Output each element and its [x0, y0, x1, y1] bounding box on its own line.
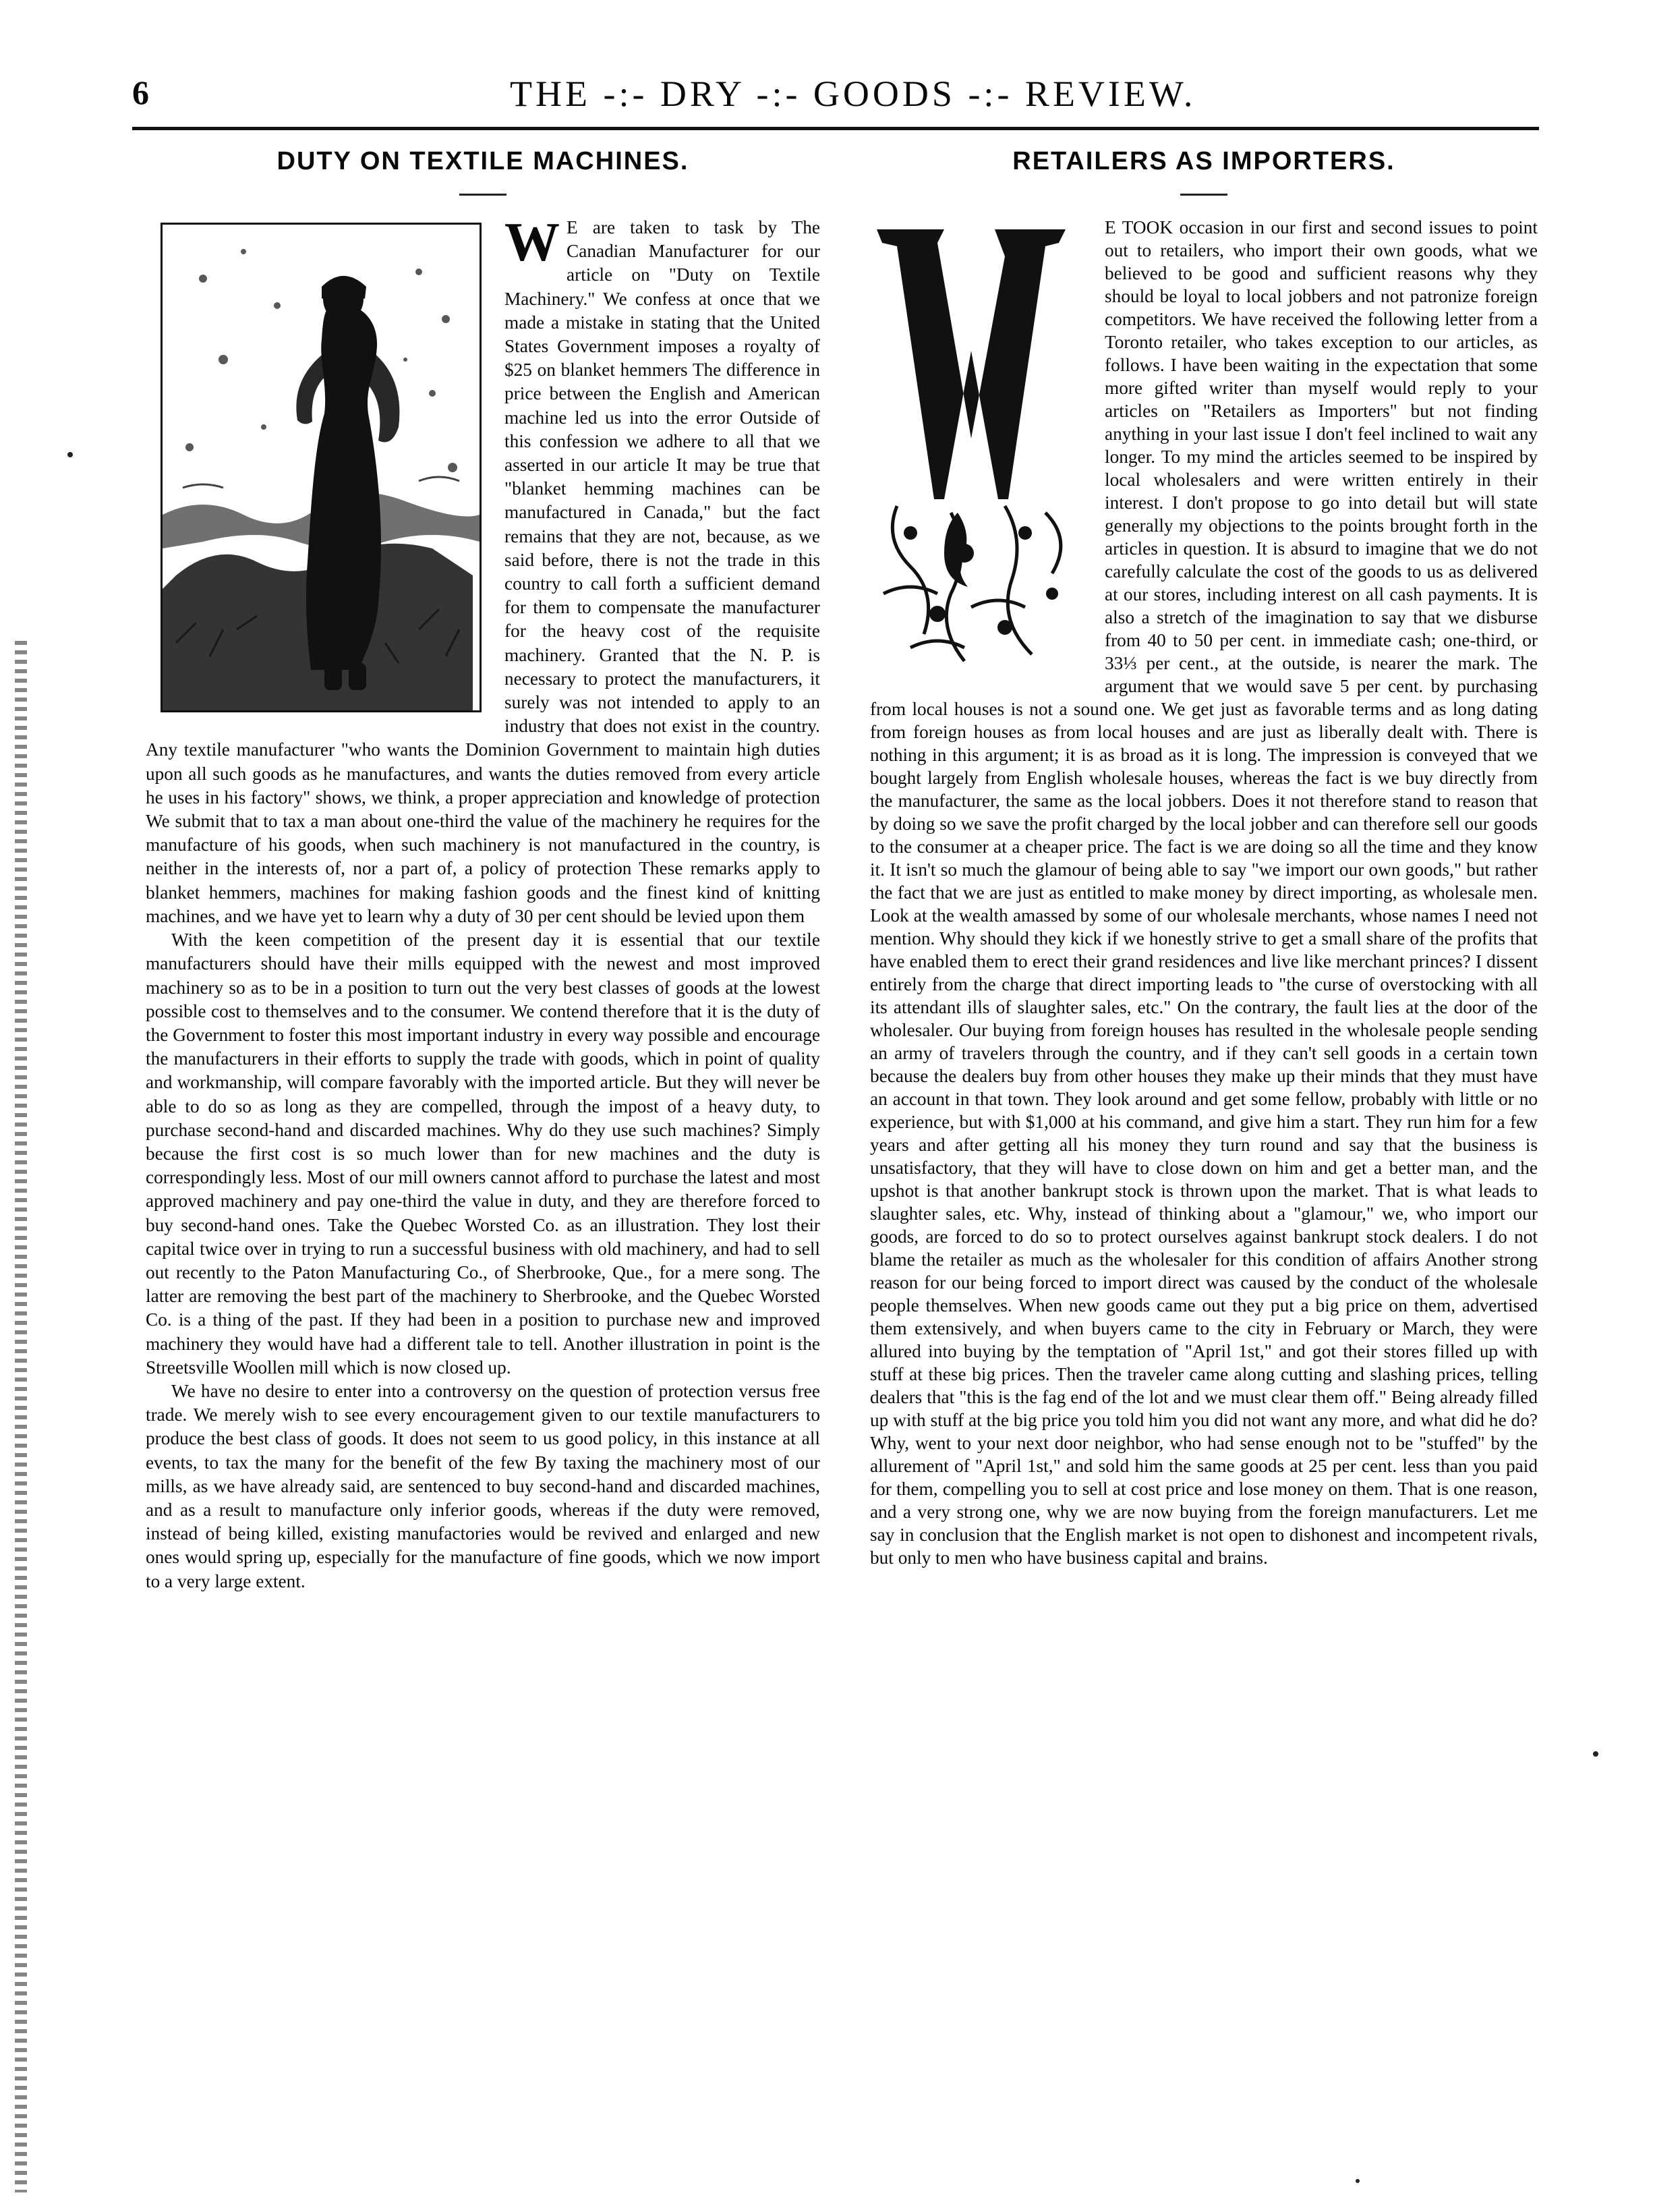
left-paragraph-1: E are taken to task by The Canadian Manufacturer for our article on "Duty on Textile Machinery." We confess at once that we made a mistake in stating that the United States Government imposes a royalty of $25 on blanket hemmers The difference in price between the English and American machine led us into the error Outside of this confession we adhere to all that we asserted in our article It may be true that "blanket hemming machines can be manufactured in Canada," but the fact remains that they are not, because, as we said before, there is not the trade in this country to call forth a sufficient demand for them to compensate the manufacturer for the heavy cost of the requisite machinery. Granted that the N. P. is necessary to protect the manufacturers, it surely was not intended to apply to an industry that does not exist in the country. Any textile manufacturer "who wants the Dominion Government to maintain high duties upon all such goods as he manufactures, and wants the duties removed from every article he uses in his factory" shows, we think, a proper appreciation and knowledge of protection We submit that to tax a man about one-third the value of the machinery he requires for the manufacture of his goods, when such machinery is not manufactured in the country, is neither in the interests of, nor a part of, a policy of protection These remarks apply to blanket hemmers, machines for making fashion goods and the finest kind of knitting machines, and we have yet to learn why a duty of 30 per cent should be levied upon them	[146, 217, 820, 926]
title-divider	[1180, 194, 1227, 196]
page-number: 6	[132, 74, 149, 111]
right-article-title: RETAILERS AS IMPORTERS.	[1012, 147, 1395, 175]
page-header	[132, 73, 1548, 120]
left-dropcap: W	[504, 211, 560, 273]
header-rule	[132, 127, 1539, 130]
left-paragraph-2: With the keen competition of the present day it is essential that our textile manufacturers should have their mills equipped with the newest and most improved machinery so as to be in a position to turn out the very best classes of goods at the lowest possible cost to themselves and to the consumer. We contend therefore that it is the duty of the Government to foster this most important industry in every way possible and encourage the manufacturers in their efforts to supply the trade with goods, which in point of quality and workmanship, will compare favorably with the imported article. But they will never be able to do so as long as they are compelled, through the impost of a heavy duty, to purchase second-hand and discarded machines. Why do they use such machines? Simply because the first cost is so much lower than for new machines and the duty is correspondingly less. Most of our mill owners cannot afford to purchase the latest and most approved machinery and pay one-third the value in duty, and they are therefore forced to buy second-hand ones. Take the Quebec Worsted Co. as an illustration. They lost their capital twice over in trying to run a successful business with old machinery, and had to sell out recently to the Paton Manufacturing Co., of Sherbrooke, Que., for a mere song. The latter are removing the best part of the machinery to Sherbrooke, and the Quebec Worsted Co. is a thing of the past. If they had been in a position to purchase new and improved machinery they would have had a different tale to tell. Another illustration in point is the Streetsville Woollen mill which is now closed up.	[146, 930, 820, 1378]
right-paragraph-1: E TOOK occasion in our first and second issues to point out to retailers, who import their own goods, what we believed to be good and sufficient reasons why they should be loyal to local jobbers and not patronize foreign competitors. We have received the following letter from a Toronto retailer, who takes exception to our articles, as follows. I have been waiting in the expectation that some more gifted writer than myself would reply to your articles on "Retailers as Importers" but not finding anything in your last issue I don't feel inclined to wait any longer. To my mind the articles seemed to be inspired by local wholesalers and were written entirely in their interest. I don't propose to go into detail but will state generally my objections to the points brought forth in the articles in question. It is absurd to imagine that we do not carefully calculate the cost of the goods to us as delivered at our stores, including interest on all cash payments. It is also a stretch of the imagination to say that we disburse from 40 to 50 per cent. in immediate cash; one-third, or 33⅓ per cent., at the outside, is nearer the mark. The argument that we would save 5 per cent. by purchasing from local houses is not a sound one. We get just as favorable terms and as long dating from foreign houses as from local houses and are just as liberally dealt with. There is nothing in this argument; it is as broad as it is long. The impression is conveyed that we bought largely from English wholesale houses, whereas the fact is we buy directly from the manufacturer, the same as the local jobbers. Does it not therefore stand to reason that by doing so we save the profit charged by the local jobber and can therefore sell our goods to the consumer at a cheaper price. The fact is we are doing so all the time and they know it. It isn't so much the glamour of being able to say "we import our own goods," but rather the fact that we are just as entitled to make money by direct importing, as wholesale men. Look at the wealth amassed by some of our wholesale merchants, whose names I need not mention. Why should they kick if we honestly strive to get a small share of the profits that have enabled them to erect their grand residences and live like merchant princes? I dissent entirely from the charge that direct importing leads to "the curse of overstocking with all its attendant ills of slaughter sales, etc." On the contrary, the fault lies at the door of the wholesaler. Our buying from foreign houses has resulted in the wholesale people sending an army of travelers through the country, and if they can't sell goods in a certain town because the dealers buy from other houses they make up their minds that they must have an account in that town. They look around and get some fellow, probably with little or no experience, but with $1,000 at his command, and give him a start. They run him for a few years and after getting all his money they turn round and say that the business is unsatisfactory, that they will have to close down on him and get a better man, and the upshot is that another bankrupt stock is thrown upon the market. That is what leads to slaughter sales, etc. Why, instead of thinking about a "glamour," we, who import our goods, are forced to do so to protect ourselves against bankrupt stock dealers. I do not blame the retailer as much as the wholesaler for this condition of affairs Another strong reason for our being forced to import direct was caused by the conduct of the wholesale people themselves. When new goods came out they put a big price on them, advertised them extensively, and when buyers came to the city in February or March, they were allured into buying by the temptation of "April 1st," and got their stores filled up with stuff at these big prices. Then the traveler came along cutting and slashing prices, telling dealers that "this is the fag end of the lot and we must clear them off." Being already filled up with stuff at the big price you told him you did not want any more, and what did he do? Why, went to your next door neighbor, who had sense enough not to be "stuffed" by the allurement of "April 1st," and sold him the same goods at 25 per cent. less than you paid for them, compelling you to sell at cost price and lose money on them. That is one reason, and a very strong one, why we are now buying from the foreign manufacturers. Let me say in conclusion that the English market is not open to dishonest and incompetent rivals, but only to men who have business capital and brains.	[870, 217, 1538, 1568]
initial-drawing	[870, 216, 1093, 675]
left-column	[146, 139, 820, 1593]
left-article-body	[146, 211, 820, 1593]
illustration-drawing	[163, 225, 480, 710]
print-speck	[1356, 2179, 1360, 2183]
binding-edge	[15, 641, 27, 2192]
right-column	[870, 139, 1538, 1569]
print-speck	[67, 452, 73, 457]
left-article-title: DUTY ON TEXTILE MACHINES.	[277, 147, 689, 175]
print-speck	[1593, 1751, 1598, 1757]
woman-in-field-engraving-icon	[161, 223, 482, 712]
ornamental-w-initial-icon	[870, 216, 1093, 675]
left-paragraph-3: We have no desire to enter into a controversy on the question of protection versus free trade. We merely wish to see every encouragement given to our textile manufacturers to produce the best class of goods. It does not seem to us good policy, in this instance at all events, to tax the many for the benefit of the few By taxing the machinery most of our mills, as we have already said, are sentenced to buy second-hand and discarded machines, and as a result to manufacture only inferior goods, whereas if the duty were removed, instead of being killed, existing manufactories would be revived and enlarged and new ones would spring up, especially for the manufacture of fine goods, which we now import to a very large extent.	[146, 1380, 820, 1591]
right-article-body	[870, 216, 1538, 1569]
masthead-title: THE -:- DRY -:- GOODS -:- REVIEW.	[510, 74, 1196, 114]
title-divider	[459, 194, 506, 196]
